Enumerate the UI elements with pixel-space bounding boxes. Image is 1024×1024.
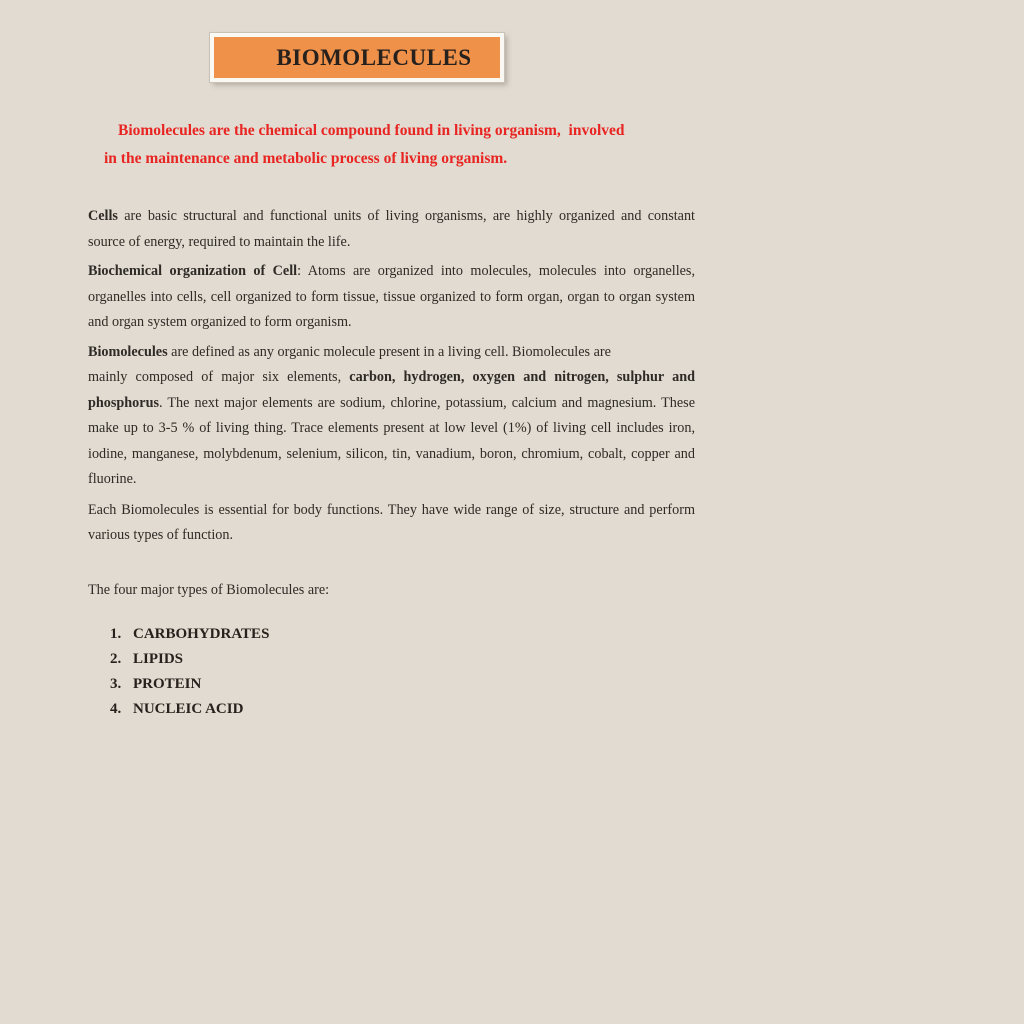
list-item-number: 1. bbox=[110, 626, 122, 642]
list-item-label: PROTEIN bbox=[133, 676, 202, 692]
biomolecule-list bbox=[88, 622, 695, 722]
list-intro: The four major types of Biomolecules are: bbox=[88, 581, 330, 598]
list-item bbox=[110, 622, 695, 647]
list-item-label: CARBOHYDRATES bbox=[133, 626, 270, 642]
bold-text-run: Cells bbox=[88, 208, 118, 224]
list-item-number: 2. bbox=[110, 651, 122, 667]
text-run: are defined as any organic molecule present in a living cell. Biomolecules are bbox=[167, 343, 611, 360]
red-intro-paragraph bbox=[104, 117, 689, 173]
list-item bbox=[110, 697, 695, 722]
bold-text-run: Biomolecules bbox=[88, 343, 168, 360]
list-item-label: NUCLEIC ACID bbox=[133, 701, 244, 717]
list-item bbox=[110, 672, 695, 697]
text-run: are basic structural and functional units of living organisms, are highly organized and constant source of energy, required to maintain the life. bbox=[88, 208, 695, 250]
list-item-number: 3. bbox=[110, 676, 122, 692]
list-item bbox=[110, 647, 695, 672]
body-paragraphs bbox=[88, 204, 695, 549]
title-banner bbox=[210, 33, 504, 82]
paragraph-each bbox=[88, 498, 695, 549]
page-title: BIOMOLECULES bbox=[276, 44, 472, 70]
bold-text-run: carbon, hydrogen, oxygen and nitrogen, sulphur and phosphorus bbox=[88, 369, 695, 411]
paragraph-biomol-rest bbox=[88, 365, 695, 493]
body-text bbox=[88, 204, 695, 722]
list-item-number: 4. bbox=[110, 701, 122, 717]
text-run: : Atoms are organized into molecules, molecules into organelles, organelles into cells, cell organized to form tissue, tissue organized to form organ, organ to organ system and organ system organized to form organism. bbox=[88, 263, 696, 330]
text-run: . The next major elements are sodium, chlorine, potassium, calcium and magnesium. These make up to 3-5 % of living thing. Trace elements present at low level (1%) of living cell includes iron, iodine, manganese, molybdenum, selenium, silicon, tin, vanadium, boron, chromium, cobalt, copper and fluorine. bbox=[88, 394, 695, 487]
paragraph-biomol-line bbox=[88, 340, 695, 366]
paragraph-biochem bbox=[88, 259, 695, 336]
red-intro-line: Biomolecules are the chemical compound found in living organism, involved bbox=[118, 122, 625, 139]
red-intro-line: in the maintenance and metabolic process of living organism. bbox=[104, 150, 508, 167]
text-run: Each Biomolecules is essential for body functions. They have wide range of size, structure and perform various types of function. bbox=[88, 501, 695, 543]
bold-text-run: Biochemical organization of Cell bbox=[88, 263, 298, 279]
paragraph-cells bbox=[88, 204, 695, 255]
text-run: mainly composed of major six elements, bbox=[88, 369, 350, 385]
list-item-label: LIPIDS bbox=[133, 651, 184, 667]
